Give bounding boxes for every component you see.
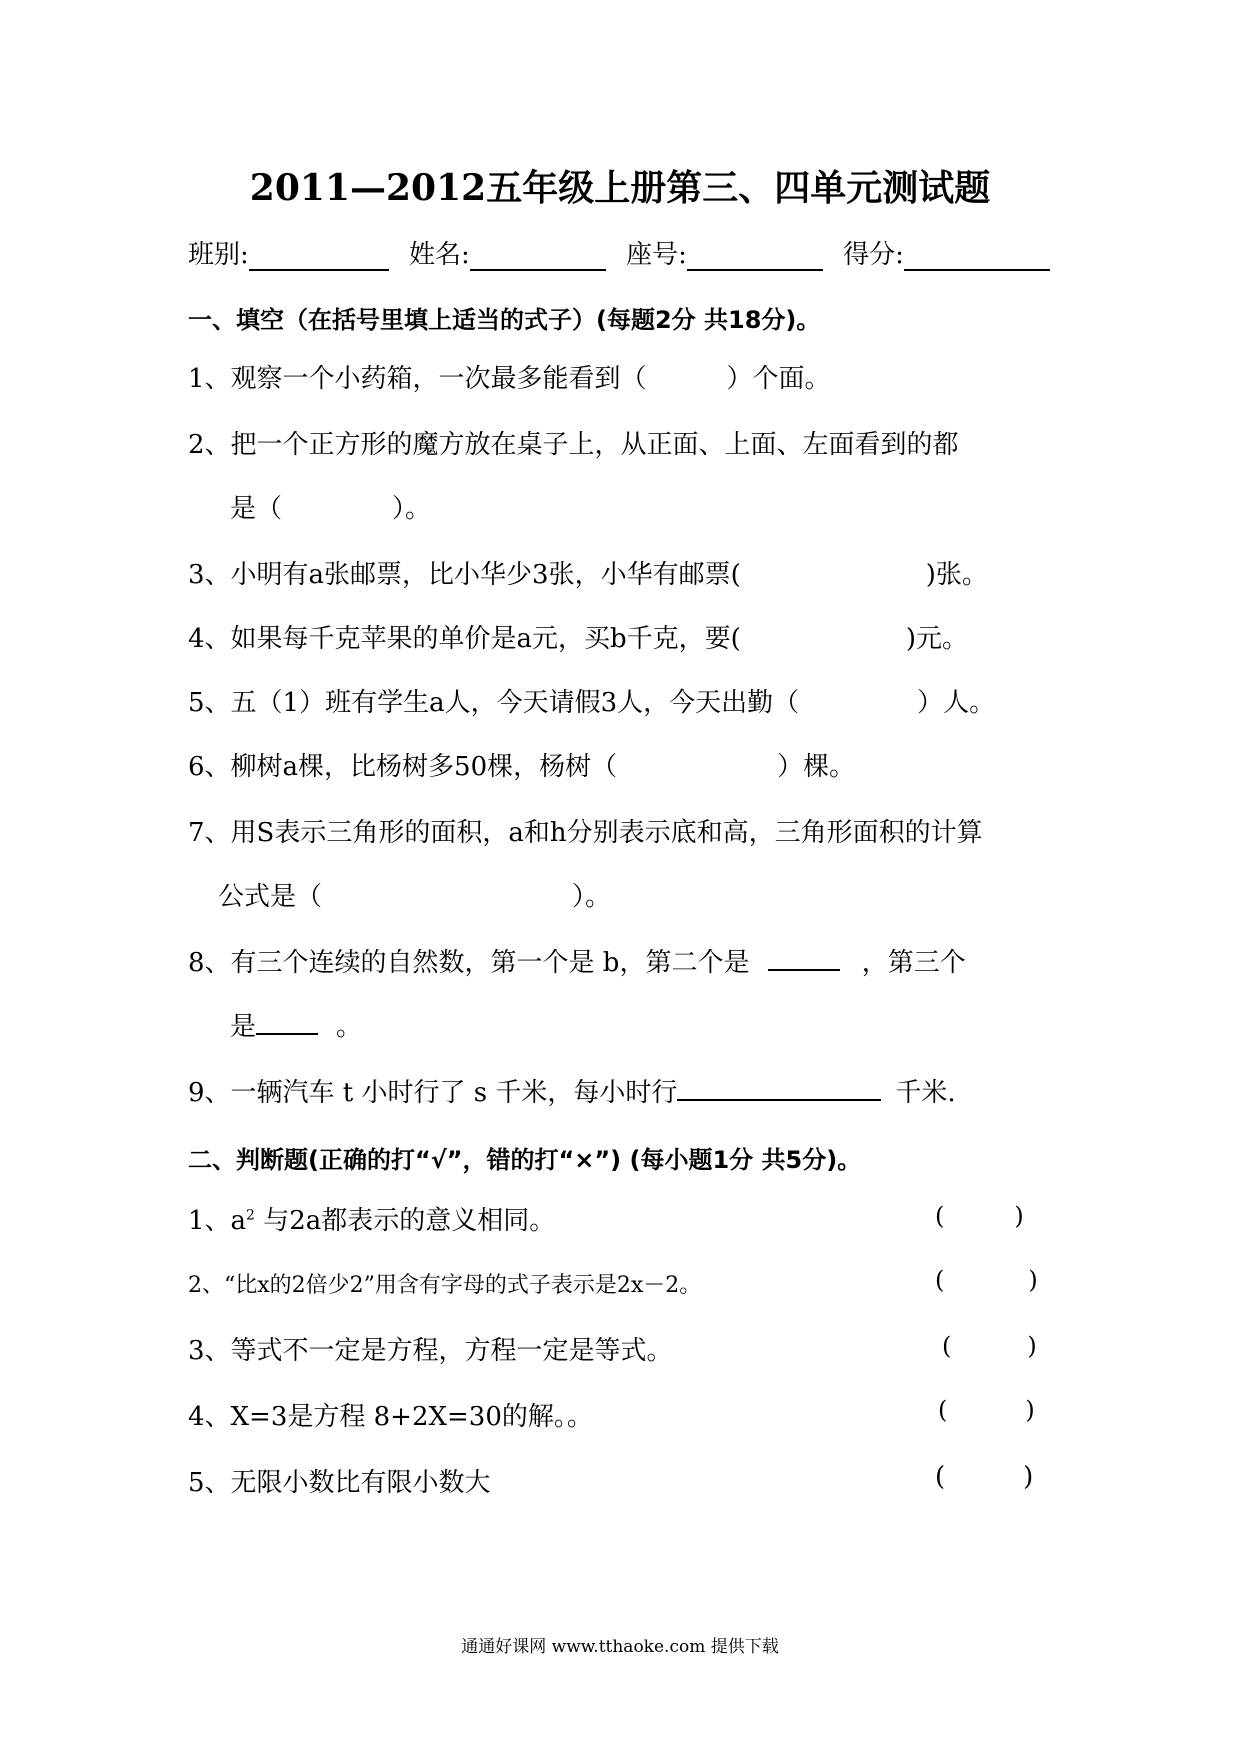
class-label: 班别:	[188, 240, 249, 270]
judgement-parens[interactable]	[938, 1396, 1035, 1424]
student-info-row	[188, 234, 1062, 271]
question-1-2-line1: 2、把一个正方形的魔方放在桌子上，从正面、上面、左面看到的都	[188, 430, 959, 460]
question-2-5: 5、无限小数比有限小数大	[188, 1468, 491, 1498]
paren-open: (	[938, 1396, 948, 1424]
question-1-7-line1: 7、用S表示三角形的面积，a和h分别表示底和高，三角形面积的计算	[188, 818, 983, 848]
question-text: ）人。	[917, 688, 996, 718]
question-text: 3、小明有a张邮票，比小华少3张，小华有邮票(	[188, 560, 741, 590]
answer-blank[interactable]	[256, 1009, 318, 1035]
footer-source: 通通好课网 www.tthaoke.com 提供下载	[461, 1637, 779, 1657]
question-1-8-line1	[188, 942, 966, 979]
question-1-1	[188, 358, 831, 395]
question-text: 6、柳树a棵，比杨树多50棵，杨树（	[188, 752, 618, 782]
question-1-7-line2	[218, 876, 611, 913]
question-1-6	[188, 746, 855, 783]
score-label: 得分:	[843, 240, 904, 270]
question-2-2: 2、“比x的2倍少2”用含有字母的式子表示是2x－2。	[188, 1273, 702, 1298]
question-text: ）棵。	[777, 752, 856, 782]
question-text: 4、如果每千克苹果的单价是a元，买b千克，要(	[188, 624, 741, 654]
judgement-parens[interactable]	[935, 1462, 1033, 1492]
paren-close: )	[1014, 1202, 1024, 1230]
paren-open: (	[935, 1202, 945, 1230]
name-blank[interactable]	[470, 243, 606, 271]
answer-blank[interactable]	[768, 945, 840, 971]
paren-open: (	[935, 1266, 945, 1294]
question-text: 9、一辆汽车 t 小时行了 s 千米，每小时行	[188, 1078, 678, 1108]
question-2-3: 3、等式不一定是方程，方程一定是等式。	[188, 1336, 673, 1366]
seat-label: 座号:	[626, 240, 687, 270]
question-text: 千米.	[895, 1078, 956, 1108]
judgement-parens[interactable]	[942, 1332, 1037, 1360]
question-text: 是（	[230, 494, 283, 524]
question-1-5	[188, 682, 995, 719]
question-1-3	[188, 554, 988, 591]
question-text: 。	[336, 1012, 363, 1042]
question-text: ）。	[392, 494, 432, 524]
section1-heading: 一、填空（在括号里填上适当的式子）(每题2分 共18分)。	[188, 306, 821, 334]
question-text: 1、观察一个小药箱，一次最多能看到（	[188, 364, 647, 394]
question-text: 5、五（1）班有学生a人，今天请假3人，今天出勤（	[188, 688, 800, 718]
question-2-4: 4、X=3是方程 8+2X=30的解。。	[188, 1402, 593, 1432]
question-text: )张。	[925, 560, 988, 590]
score-blank[interactable]	[904, 243, 1050, 271]
question-text: 是	[230, 1012, 257, 1042]
page-title: 2011—2012五年级上册第三、四单元测试题	[249, 167, 991, 209]
question-text: )元。	[905, 624, 968, 654]
seat-blank[interactable]	[687, 243, 823, 271]
question-text: 1、a	[188, 1206, 247, 1236]
exponent: 2	[246, 1207, 255, 1224]
paren-close: )	[1025, 1396, 1035, 1424]
question-1-4	[188, 618, 968, 655]
class-blank[interactable]	[249, 243, 389, 271]
question-text: ）。	[572, 882, 612, 912]
judgement-parens[interactable]	[935, 1266, 1038, 1294]
question-text: 公式是（	[218, 882, 323, 912]
question-1-9	[188, 1072, 956, 1109]
question-2-1	[188, 1200, 555, 1237]
name-label: 姓名:	[409, 240, 470, 270]
question-1-2-line2	[230, 488, 431, 525]
question-text: ）个面。	[726, 364, 831, 394]
paren-close: )	[1027, 1332, 1037, 1360]
paren-close: )	[1028, 1266, 1038, 1294]
paren-open: (	[935, 1462, 946, 1492]
judgement-parens[interactable]	[935, 1202, 1024, 1230]
question-text: ，第三个	[861, 948, 966, 978]
paren-open: (	[942, 1332, 952, 1360]
question-text: 8、有三个连续的自然数，第一个是 b，第二个是	[188, 948, 750, 978]
question-1-8-line2	[230, 1006, 362, 1043]
question-text: 与2a都表示的意义相同。	[254, 1206, 556, 1236]
section2-heading: 二、判断题(正确的打“√”，错的打“×”) (每小题1分 共5分)。	[188, 1146, 862, 1174]
answer-blank[interactable]	[677, 1075, 881, 1101]
paren-close: )	[1023, 1462, 1034, 1492]
